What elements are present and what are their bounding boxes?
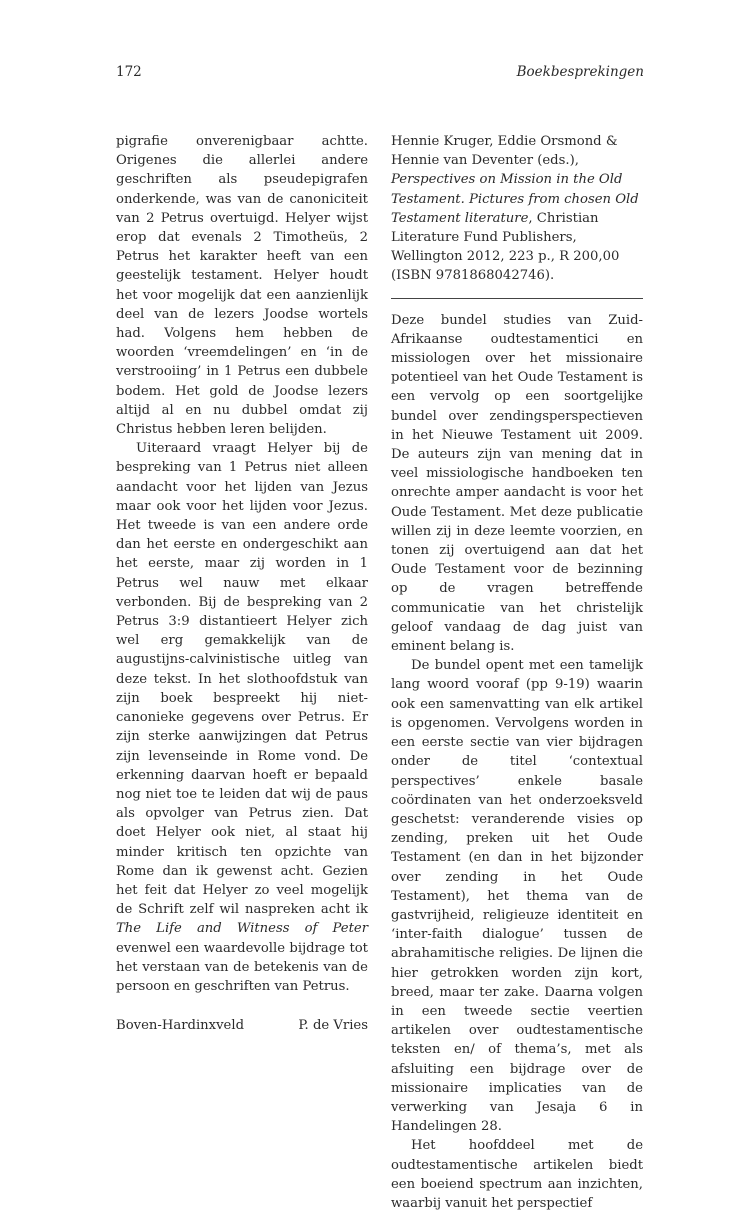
book-publication: , Christian Literature Fund Publishers, Wellington 2012, 223 p., R 200,00 (ISBN 9781868042746).	[391, 210, 620, 284]
signature-place: Boven-Hardinxveld	[116, 1018, 245, 1034]
book-reference	[391, 132, 643, 286]
right-paragraph-2: De bundel opent met een tamelijk lang woord vooraf (pp 9-19) waarin ook een samenvatting van elk artikel is opgenomen. Vervolgens worden in een eerste sectie van vier bijdragen onder de titel ‘contextual perspectives’ enkele basale coördinaten van het onderzoeksveld geschetst: veranderende visies op zending, preken uit het Oude Testament (en dan in het bijzonder over zending in het Oude Testament), het thema van de gastvrijheid, religieuze identiteit en ‘inter-faith dialogue’ tussen de abrahamitische religies. De lijnen die hier getrokken worden zijn kort, breed, maar ter zake. Daarna volgen in een tweede sectie veertien artikelen over oudtestamentische teksten en/ of thema’s, met als afsluiting een bijdrage over de missionaire implicaties van de verwerking van Jesaja 6 in Handelingen 28.	[391, 658, 643, 1135]
left-column	[116, 132, 368, 1035]
left-paragraph-2-end: evenwel een waardevolle bijdrage tot het verstaan van de betekenis van de persoon en geschriften van Petrus.	[116, 940, 368, 994]
left-paragraph-1: pigrafie onverenigbaar achtte. Origenes die allerlei andere geschriften als pseudepigrafen onderkende, was van de canoniciteit van 2 Petrus overtuigd. Helyer wijst erop dat evenals 2 Timotheüs, 2 Petrus het karakter heeft van een geestelijk testament. Helyer houdt het voor mogelijk dat een aanzienlijk deel van de lezers Joodse wortels had. Volgens hem hebben de woorden ‘vreemdelingen’ en ‘in de verstrooiing’ in 1 Petrus een dubbele bodem. Het gold de Joodse lezers altijd al en nu dubbel omdat zij Christus hebben leren belijden.	[116, 134, 368, 438]
book-authors: Hennie Kruger, Eddie Orsmond & Hennie van Deventer (eds.),	[391, 134, 618, 169]
book-title-reference: The Life and Witness of Peter	[116, 921, 368, 937]
right-paragraph-3: Het hoofddeel met de oudtestamentische artikelen biedt een boeiend spectrum aan inzichten, waarbij vanuit het perspectief	[391, 1138, 643, 1211]
review-signature	[116, 1016, 368, 1035]
signature-name: P. de Vries	[298, 1018, 368, 1034]
left-paragraph-2	[116, 439, 368, 996]
page-number: 172	[116, 64, 142, 80]
left-paragraph-2-text: Uiteraard vraagt Helyer bij de bespreking van 1 Petrus niet alleen aandacht voor het lijden van Jezus maar ook voor het lijden voor Jezus. Het tweede is van een andere orde dan het eerste en ondergeschikt aan het eerste, maar zij worden in 1 Petrus wel nauw met elkaar verbonden. Bij de bespreking van 2 Petrus 3:9 distantieert Helyer zich wel erg gemakkelijk van de augustijns-calvinistische uitleg van deze tekst. In het slothoofdstuk van zijn boek bespreekt hij niet-canonieke gegevens over Petrus. Er zijn sterke aanwijzingen dat Petrus zijn levenseinde in Rome vond. De erkenning daarvan hoeft er bepaald nog niet toe te leiden dat wij de paus als opvolger van Petrus zien. Dat doet Helyer ook niet, al staat hij minder kritisch ten opzichte van Rome dan ik gewenst acht. Gezien het feit dat Helyer zo veel mogelijk de Schrift zelf wil naspreken acht ik	[116, 441, 368, 918]
right-paragraph-1: Deze bundel studies van Zuid-Afrikaanse oudtestamentici en missiologen over het missionaire potentieel van het Oude Testament is een vervolg op een soortgelijke bundel over zendingsperspectieven in het Nieuwe Testament uit 2009. De auteurs zijn van mening dat in veel missiologische handboeken ten onrechte amper aandacht is voor het Oude Testament. Met deze publicatie willen zij in deze leemte voorzien, en tonen zij overtuigend aan dat het Oude Testament voor de bezinning op de vragen betreffende communicatie van het christelijk geloof vandaag de dag juist van eminent belang is.	[391, 312, 643, 655]
right-column	[391, 132, 643, 1213]
book-title: Perspectives on Mission in the Old Testament. Pictures from chosen Old Testament literature	[391, 172, 639, 226]
divider	[391, 298, 643, 299]
running-title: Boekbesprekingen	[516, 64, 644, 80]
